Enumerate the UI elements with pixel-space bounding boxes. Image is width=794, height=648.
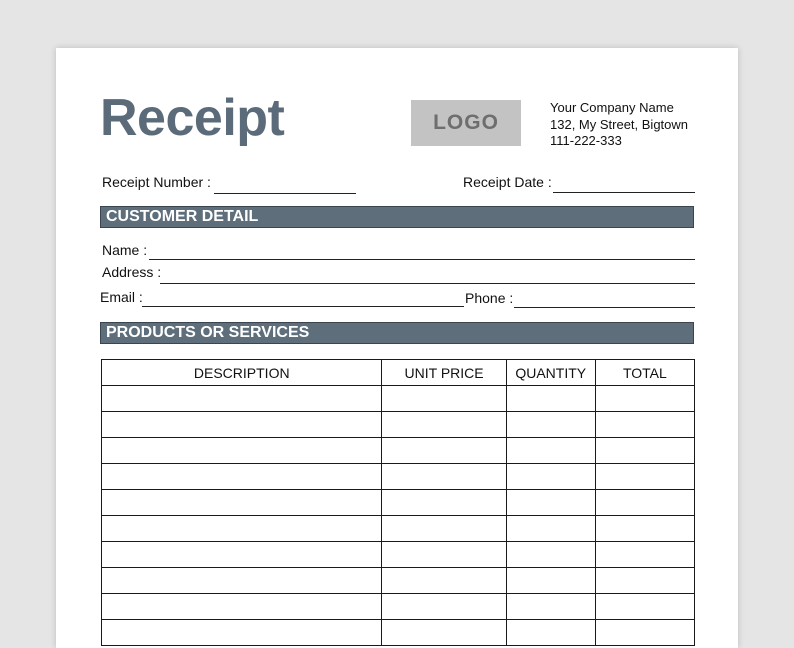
table-row	[102, 386, 695, 412]
column-header-description: DESCRIPTION	[102, 360, 382, 386]
cell-unit-price[interactable]	[382, 412, 506, 438]
cell-description[interactable]	[102, 542, 382, 568]
customer-email-field[interactable]	[142, 306, 464, 307]
products-table-body	[102, 386, 695, 646]
customer-email-label: Email :	[100, 289, 143, 305]
customer-detail-heading: CUSTOMER DETAIL	[100, 206, 694, 228]
cell-total[interactable]	[595, 412, 694, 438]
cell-description[interactable]	[102, 464, 382, 490]
cell-unit-price[interactable]	[382, 620, 506, 646]
receipt-date-label: Receipt Date :	[463, 174, 552, 190]
receipt-page	[56, 48, 738, 648]
cell-unit-price[interactable]	[382, 516, 506, 542]
table-row	[102, 516, 695, 542]
cell-description[interactable]	[102, 386, 382, 412]
cell-quantity[interactable]	[506, 568, 595, 594]
cell-total[interactable]	[595, 386, 694, 412]
cell-unit-price[interactable]	[382, 594, 506, 620]
column-header-total: TOTAL	[595, 360, 694, 386]
cell-unit-price[interactable]	[382, 464, 506, 490]
company-phone: 111-222-333	[550, 133, 622, 148]
products-table	[101, 359, 695, 646]
cell-description[interactable]	[102, 438, 382, 464]
receipt-number-label: Receipt Number :	[102, 174, 211, 190]
customer-name-field[interactable]	[149, 259, 695, 260]
cell-quantity[interactable]	[506, 490, 595, 516]
table-row	[102, 594, 695, 620]
table-row	[102, 568, 695, 594]
cell-unit-price[interactable]	[382, 568, 506, 594]
table-row	[102, 620, 695, 646]
cell-total[interactable]	[595, 516, 694, 542]
receipt-date-field[interactable]	[553, 192, 695, 193]
cell-description[interactable]	[102, 516, 382, 542]
customer-phone-label: Phone :	[465, 290, 514, 306]
cell-total[interactable]	[595, 568, 694, 594]
cell-total[interactable]	[595, 594, 694, 620]
cell-total[interactable]	[595, 620, 694, 646]
cell-quantity[interactable]	[506, 412, 595, 438]
cell-total[interactable]	[595, 542, 694, 568]
cell-quantity[interactable]	[506, 542, 595, 568]
cell-quantity[interactable]	[506, 516, 595, 542]
receipt-number-field[interactable]	[214, 193, 356, 194]
cell-description[interactable]	[102, 620, 382, 646]
cell-total[interactable]	[595, 464, 694, 490]
table-row	[102, 464, 695, 490]
table-row	[102, 412, 695, 438]
table-row	[102, 542, 695, 568]
customer-address-field[interactable]	[160, 283, 695, 284]
cell-quantity[interactable]	[506, 438, 595, 464]
table-row	[102, 490, 695, 516]
cell-description[interactable]	[102, 594, 382, 620]
company-logo-placeholder: LOGO	[411, 100, 521, 146]
products-heading: PRODUCTS OR SERVICES	[100, 322, 694, 344]
company-name: Your Company Name	[550, 100, 674, 115]
cell-quantity[interactable]	[506, 620, 595, 646]
cell-unit-price[interactable]	[382, 386, 506, 412]
table-row	[102, 438, 695, 464]
customer-phone-field[interactable]	[514, 307, 695, 308]
cell-unit-price[interactable]	[382, 542, 506, 568]
company-address: 132, My Street, Bigtown	[550, 116, 689, 132]
cell-description[interactable]	[102, 412, 382, 438]
products-header-row	[102, 360, 695, 386]
cell-description[interactable]	[102, 490, 382, 516]
customer-address-label: Address :	[102, 264, 162, 280]
column-header-unit-price: UNIT PRICE	[382, 360, 506, 386]
cell-total[interactable]	[595, 490, 694, 516]
cell-quantity[interactable]	[506, 594, 595, 620]
cell-quantity[interactable]	[506, 464, 595, 490]
column-header-quantity: QUANTITY	[506, 360, 595, 386]
receipt-title: Receipt	[100, 89, 285, 147]
customer-name-label: Name :	[102, 242, 148, 258]
cell-quantity[interactable]	[506, 386, 595, 412]
company-info	[550, 100, 688, 150]
cell-total[interactable]	[595, 438, 694, 464]
cell-unit-price[interactable]	[382, 490, 506, 516]
cell-description[interactable]	[102, 568, 382, 594]
cell-unit-price[interactable]	[382, 438, 506, 464]
